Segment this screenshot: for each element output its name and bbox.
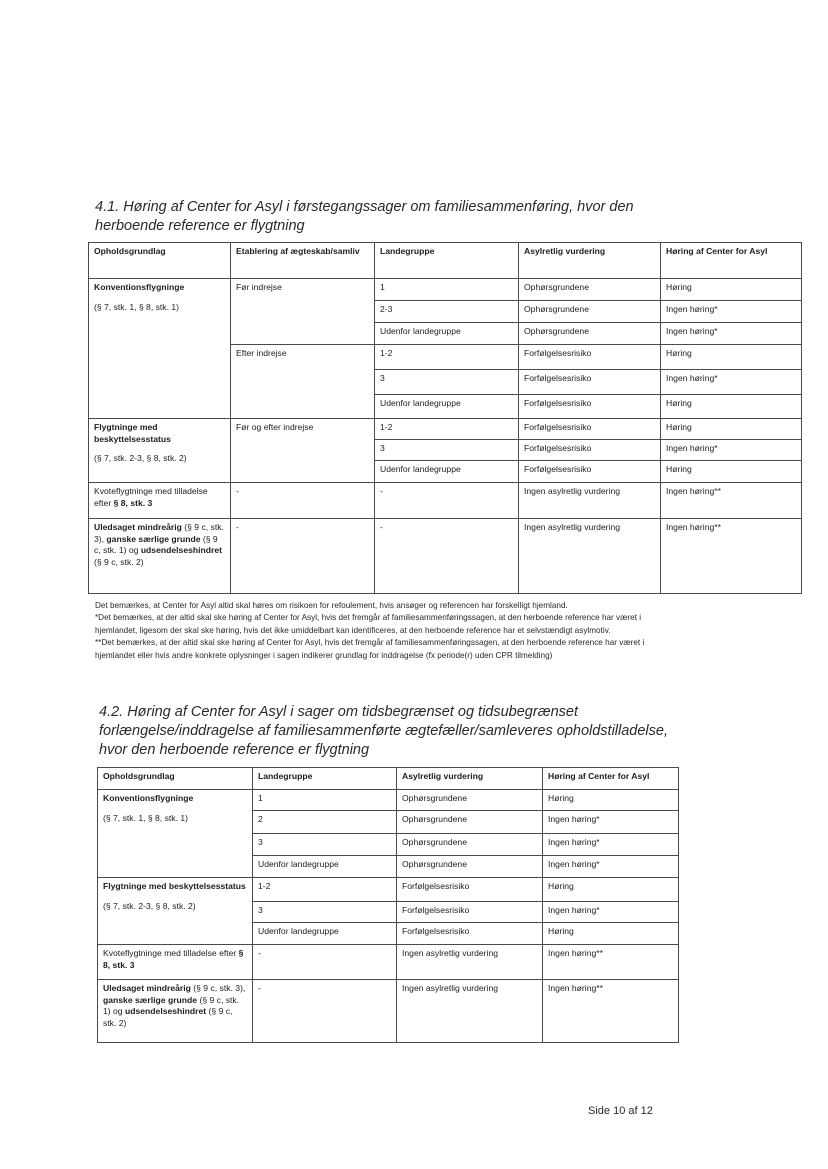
table-row bbox=[98, 790, 679, 811]
horing-cell: Høring bbox=[543, 878, 679, 902]
landegruppe-cell: - bbox=[253, 945, 397, 980]
group-reference: (§ 9 c, stk. 3), bbox=[94, 522, 224, 544]
group-label: Kvoteflygtninge med tilladelse efter bbox=[103, 948, 239, 958]
col-header-opholdsgrundlag: Opholdsgrundlag bbox=[98, 768, 253, 790]
horing-cell: Høring bbox=[661, 395, 802, 419]
vurdering-cell: Ingen asylretlig vurdering bbox=[519, 483, 661, 519]
col-header-opholdsgrundlag: Opholdsgrundlag bbox=[89, 243, 231, 279]
table-row bbox=[89, 419, 802, 440]
vurdering-cell: Ingen asylretlig vurdering bbox=[397, 980, 543, 1043]
note-double-asterisk: **Det bemærkes, at der altid skal ske høring af Center for Asyl, hvis det fremgår af familiesammenføringssagen, at den herboende reference har været i hjemlandet eller hvis andre konkrete oplysninger i sagen indikerer grundlag for inddragelse (fx periode(r) uden CPR tilmelding) bbox=[95, 638, 645, 660]
horing-cell: Ingen høring** bbox=[543, 945, 679, 980]
landegruppe-cell: 3 bbox=[253, 834, 397, 856]
group-konventionsflygninge bbox=[89, 279, 231, 419]
horing-cell: Ingen høring* bbox=[661, 370, 802, 395]
table-4-1 bbox=[88, 242, 802, 594]
horing-cell: Ingen høring* bbox=[661, 323, 802, 345]
vurdering-cell: Forfølgelsesrisiko bbox=[397, 902, 543, 923]
table-header-row bbox=[89, 243, 802, 279]
vurdering-cell: Ophørsgrundene bbox=[397, 790, 543, 811]
group-reference: (§ 9 c, stk. 1) og bbox=[94, 533, 218, 555]
note-single-asterisk: *Det bemærkes, at der altid skal ske høring af Center for Asyl, hvis det fremgår af familiesammenføringssagen, at den herboende reference har været i hjemlandet, ligesom der skal ske høring, hvis det ikke umiddelbart kan identificeres, at den herboende reference har et selvstændigt asylmotiv. bbox=[95, 613, 642, 635]
group-reference: (§ 7, stk. 1, § 8, stk. 1) bbox=[103, 812, 189, 823]
vurdering-cell: Forfølgelsesrisiko bbox=[519, 345, 661, 370]
group-reference: (§ 7, stk. 2-3, § 8, stk. 2) bbox=[103, 900, 196, 911]
group-kvoteflygtninge bbox=[89, 483, 231, 519]
note-refoulement: Det bemærkes, at Center for Asyl altid skal høres om risikoen for refoulement, hvis ansøger og referencen har forskelligt hjemland. bbox=[95, 601, 568, 610]
table-row bbox=[89, 483, 802, 519]
etablering-cell: Før indrejse bbox=[231, 279, 375, 345]
landegruppe-cell: 3 bbox=[375, 370, 519, 395]
vurdering-cell: Forfølgelsesrisiko bbox=[397, 878, 543, 902]
group-reference: § 8, stk. 3 bbox=[113, 497, 153, 508]
landegruppe-cell: Udenfor landegruppe bbox=[253, 923, 397, 945]
vurdering-cell: Ophørsgrundene bbox=[519, 279, 661, 301]
horing-cell: Høring bbox=[543, 790, 679, 811]
page-number: Side 10 af 12 bbox=[588, 1105, 653, 1117]
landegruppe-cell: Udenfor landegruppe bbox=[375, 323, 519, 345]
group-label: udsendelseshindret bbox=[140, 545, 222, 555]
horing-cell: Høring bbox=[661, 461, 802, 483]
landegruppe-cell: 2 bbox=[253, 811, 397, 834]
group-reference: (§ 9 c, stk. 1) og bbox=[103, 994, 240, 1016]
horing-cell: Høring bbox=[661, 345, 802, 370]
vurdering-cell: Ophørsgrundene bbox=[519, 323, 661, 345]
horing-cell: Ingen høring* bbox=[543, 834, 679, 856]
horing-cell: Høring bbox=[661, 419, 802, 440]
vurdering-cell: Ingen asylretlig vurdering bbox=[519, 519, 661, 594]
group-label: udsendelseshindret bbox=[124, 1006, 207, 1016]
vurdering-cell: Ophørsgrundene bbox=[519, 301, 661, 323]
col-header-horing: Høring af Center for Asyl bbox=[543, 768, 679, 790]
landegruppe-cell: 1-2 bbox=[253, 878, 397, 902]
horing-cell: Høring bbox=[661, 279, 802, 301]
landegruppe-cell: 3 bbox=[375, 440, 519, 461]
horing-cell: Ingen høring* bbox=[543, 856, 679, 878]
table-header-row bbox=[98, 768, 679, 790]
group-label: Kvoteflygtninge med tilladelse efter bbox=[94, 486, 208, 508]
table-row bbox=[89, 519, 802, 594]
col-header-landegruppe: Landegruppe bbox=[375, 243, 519, 279]
horing-cell: Ingen høring* bbox=[661, 301, 802, 323]
col-header-horing: Høring af Center for Asyl bbox=[661, 243, 802, 279]
group-label: Flygtninge med beskyttelsesstatus bbox=[94, 422, 171, 444]
landegruppe-cell: - bbox=[253, 980, 397, 1043]
group-reference: § 8, stk. 3 bbox=[103, 948, 244, 970]
landegruppe-cell: Udenfor landegruppe bbox=[375, 461, 519, 483]
horing-cell: Ingen høring* bbox=[661, 440, 802, 461]
group-reference: (§ 7, stk. 2-3, § 8, stk. 2) bbox=[94, 453, 187, 463]
landegruppe-cell: - bbox=[375, 519, 519, 594]
group-reference: (§ 9 c, stk. 2) bbox=[94, 556, 144, 567]
horing-cell: Ingen høring** bbox=[543, 980, 679, 1043]
col-header-asylretlig: Asylretlig vurdering bbox=[397, 768, 543, 790]
group-beskyttelsesstatus bbox=[98, 878, 253, 945]
landegruppe-cell: 1 bbox=[253, 790, 397, 811]
group-label: ganske særlige grunde bbox=[106, 533, 201, 544]
group-uledsaget bbox=[98, 980, 253, 1043]
table-4-2 bbox=[97, 767, 679, 1043]
horing-cell: Ingen høring* bbox=[543, 811, 679, 834]
group-label: Flygtninge med beskyttelsesstatus bbox=[103, 881, 246, 891]
landegruppe-cell: Udenfor landegruppe bbox=[253, 856, 397, 878]
vurdering-cell: Ophørsgrundene bbox=[397, 811, 543, 834]
group-reference: (§ 7, stk. 1, § 8, stk. 1) bbox=[94, 301, 180, 312]
group-label: Uledsaget mindreårig bbox=[103, 983, 191, 993]
group-uledsaget bbox=[89, 519, 231, 594]
group-label: Konventionsflygninge bbox=[103, 793, 194, 803]
col-header-landegruppe: Landegruppe bbox=[253, 768, 397, 790]
horing-cell: Ingen høring** bbox=[661, 519, 802, 594]
group-kvoteflygtninge bbox=[98, 945, 253, 980]
vurdering-cell: Ophørsgrundene bbox=[397, 834, 543, 856]
vurdering-cell: Forfølgelsesrisiko bbox=[519, 395, 661, 419]
table-row bbox=[89, 279, 802, 301]
group-label: ganske særlige grunde bbox=[103, 994, 198, 1005]
heading-4-2: 4.2. Høring af Center for Asyl i sager om tidsbegrænset og tidsubegrænset forlængelse/inddragelse af familiesammenførte ægtefæller/samleveres opholdstilladelse, hvor den herboende reference er flygtning bbox=[99, 704, 668, 758]
table-row bbox=[98, 980, 679, 1043]
vurdering-cell: Ophørsgrundene bbox=[397, 856, 543, 878]
heading-4-1: 4.1. Høring af Center for Asyl i førstegangssager om familiesammenføring, hvor den herboende reference er flygtning bbox=[95, 199, 634, 234]
group-label: Konventionsflygninge bbox=[94, 282, 185, 292]
group-beskyttelsesstatus bbox=[89, 419, 231, 483]
etablering-cell: Før og efter indrejse bbox=[231, 419, 375, 483]
group-reference: (§ 9 c, stk. 2) bbox=[103, 1006, 233, 1028]
landegruppe-cell: - bbox=[375, 483, 519, 519]
etablering-cell: Efter indrejse bbox=[231, 345, 375, 419]
landegruppe-cell: 1-2 bbox=[375, 419, 519, 440]
group-label: Uledsaget mindreårig bbox=[94, 522, 182, 532]
col-header-asylretlig: Asylretlig vurdering bbox=[519, 243, 661, 279]
col-header-etablering: Etablering af ægteskab/samliv bbox=[231, 243, 375, 279]
vurdering-cell: Ingen asylretlig vurdering bbox=[397, 945, 543, 980]
table-row bbox=[98, 945, 679, 980]
landegruppe-cell: 2-3 bbox=[375, 301, 519, 323]
group-konventionsflygninge bbox=[98, 790, 253, 878]
horing-cell: Høring bbox=[543, 923, 679, 945]
etablering-cell: - bbox=[231, 483, 375, 519]
notes bbox=[95, 600, 675, 662]
vurdering-cell: Forfølgelsesrisiko bbox=[519, 419, 661, 440]
landegruppe-cell: 3 bbox=[253, 902, 397, 923]
vurdering-cell: Forfølgelsesrisiko bbox=[519, 461, 661, 483]
group-reference: (§ 9 c, stk. 3), bbox=[190, 983, 246, 993]
landegruppe-cell: Udenfor landegruppe bbox=[375, 395, 519, 419]
vurdering-cell: Forfølgelsesrisiko bbox=[519, 440, 661, 461]
landegruppe-cell: 1-2 bbox=[375, 345, 519, 370]
horing-cell: Ingen høring** bbox=[661, 483, 802, 519]
horing-cell: Ingen høring* bbox=[543, 902, 679, 923]
etablering-cell: - bbox=[231, 519, 375, 594]
vurdering-cell: Forfølgelsesrisiko bbox=[397, 923, 543, 945]
landegruppe-cell: 1 bbox=[375, 279, 519, 301]
table-row bbox=[98, 878, 679, 902]
vurdering-cell: Forfølgelsesrisiko bbox=[519, 370, 661, 395]
